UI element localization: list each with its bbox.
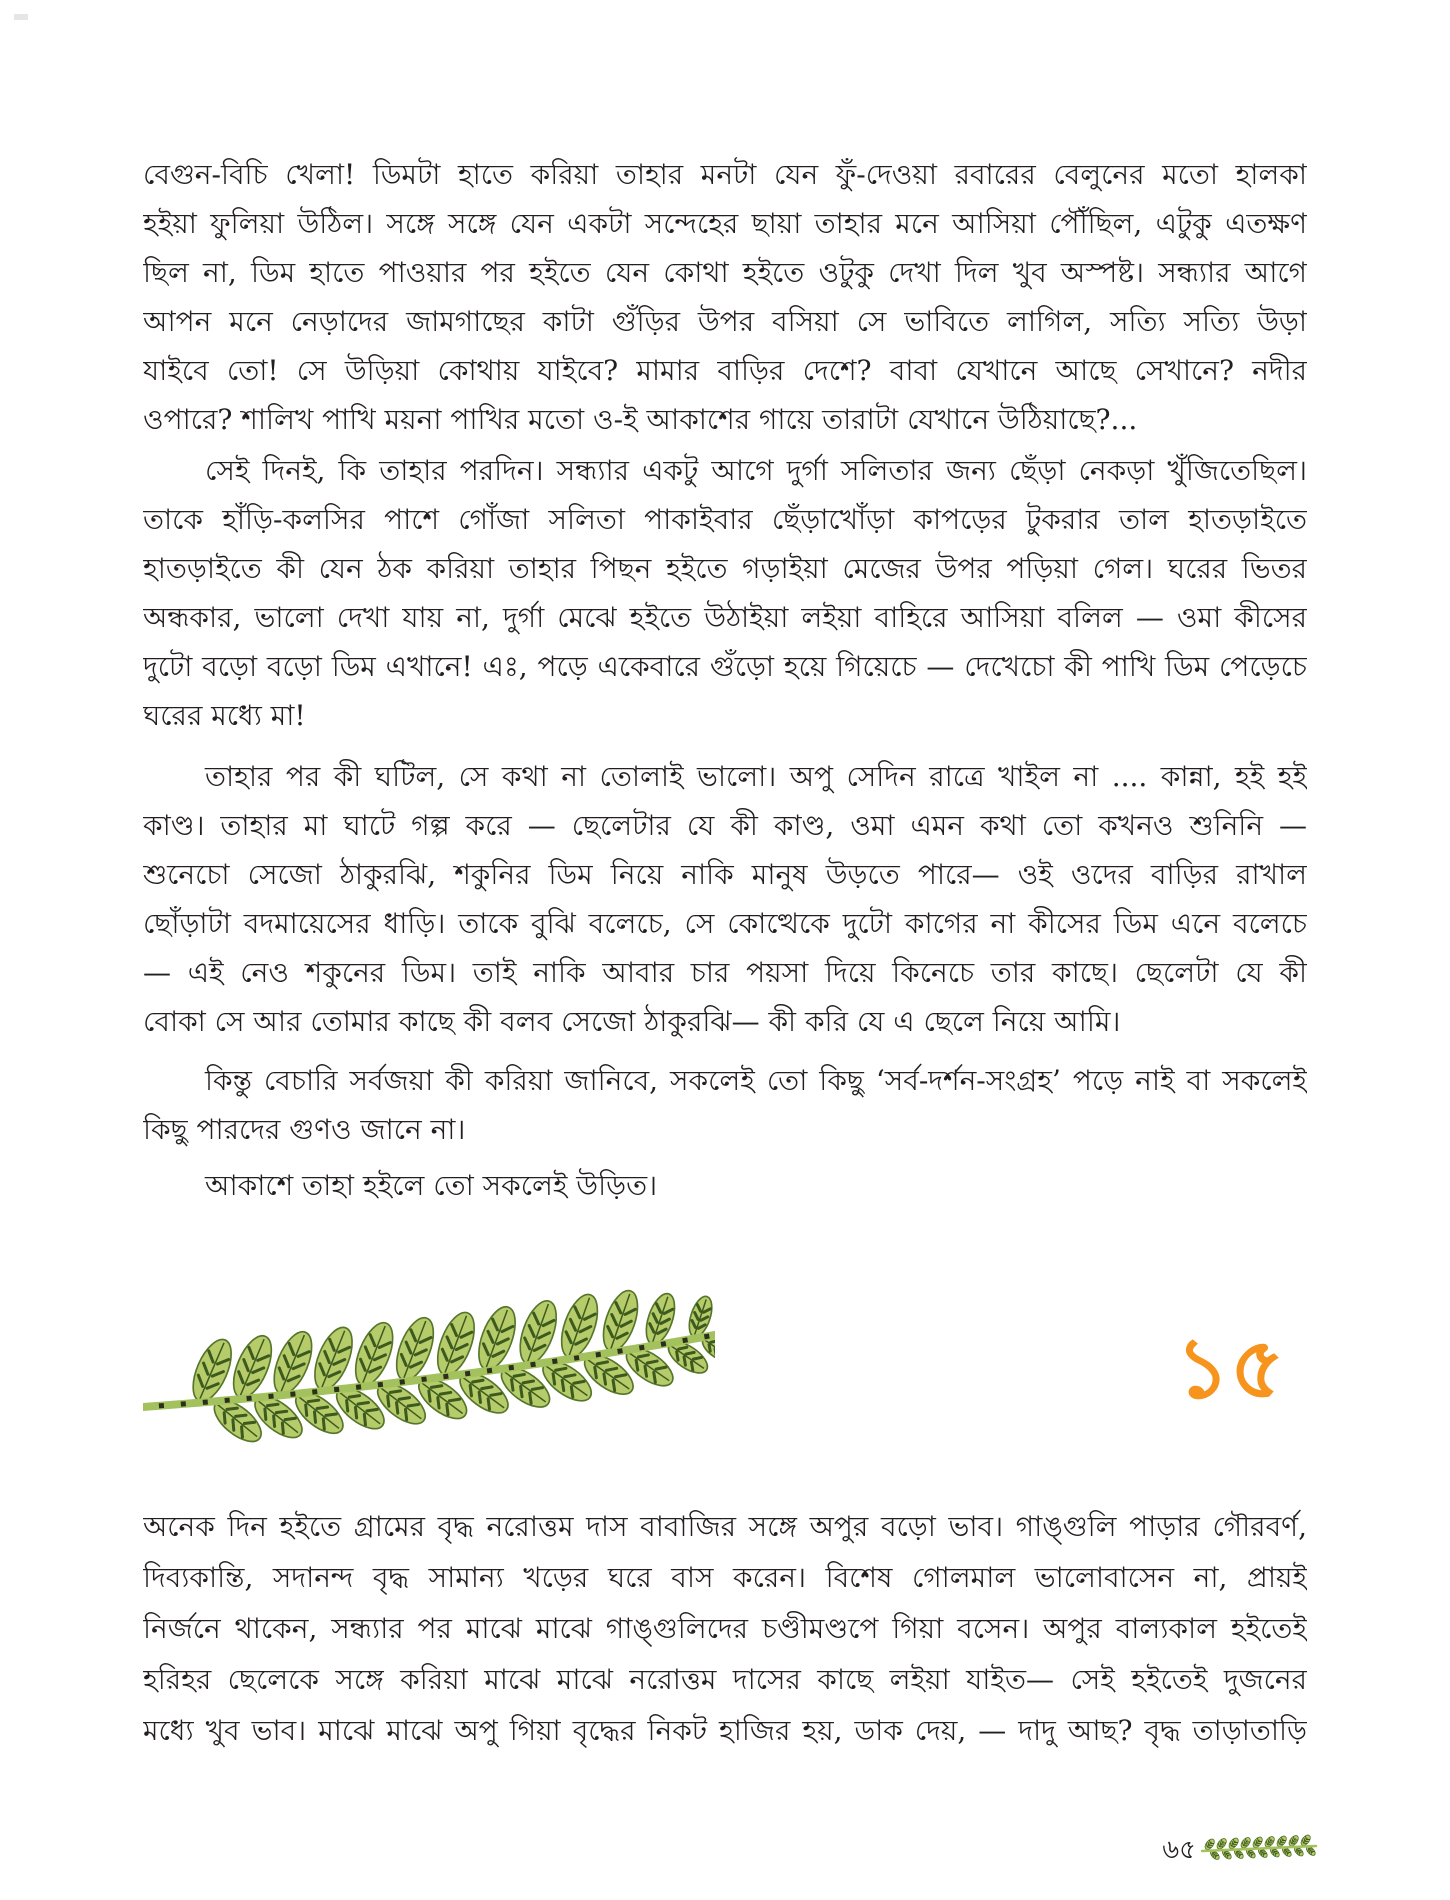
text-line: মধ্যে খুব ভাব। মাঝে মাঝে অপু গিয়া বৃদ্ধের নিকট হাজির হয়, ডাক দেয়, — দাদু আছ? বৃদ্ধ তাড়াতাড়ি	[143, 1714, 1307, 1747]
text-line: দিব্যকান্তি, সদানন্দ বৃদ্ধ সামান্য খড়ের ঘরে বাস করেন। বিশেষ গোলমাল ভালোবাসেন না, প্রায়ই	[143, 1561, 1307, 1594]
text-line: হাতড়াইতে কী যেন ঠক করিয়া তাহার পিছন হইতে গড়াইয়া মেজের উপর পড়িয়া গেল। ঘরের ভিতর	[143, 552, 1307, 585]
text-line: বোকা সে আর তোমার কাছে কী বলব সেজো ঠাকুরঝি— কী করি যে এ ছেলে নিয়ে আমি।	[143, 1005, 1121, 1038]
page-number: ৬৫	[1162, 1835, 1196, 1865]
text-line: হরিহর ছেলেকে সঙ্গে করিয়া মাঝে মাঝে নরোত্তম দাসের কাছে লইয়া যাইত— সেই হইতেই দুজনের	[143, 1663, 1307, 1696]
story-paragraph	[143, 752, 1307, 1046]
story-paragraph	[143, 446, 1307, 740]
text-line: ছোঁড়াটা বদমায়েসের ধাড়ি। তাকে বুঝি বলেচে, সে কোত্থেকে দুটো কাগের না কীসের ডিম এনে বলেচে	[143, 907, 1307, 940]
text-line: যাইবে তো! সে উড়িয়া কোথায় যাইবে? মামার বাড়ির দেশে? বাবা যেখানে আছে সেখানে? নদীর	[143, 354, 1307, 387]
story-paragraph	[143, 150, 1307, 444]
text-line: নির্জনে থাকেন, সন্ধ্যার পর মাঝে মাঝে গাঙ্গুলিদের চণ্ডীমণ্ডপে গিয়া বসেন। অপুর বাল্যকাল হইতেই	[143, 1612, 1307, 1645]
text-line: আপন মনে নেড়াদের জামগাছের কাটা গুঁড়ির উপর বসিয়া সে ভাবিতে লাগিল, সত্যি সত্যি উড়া	[143, 305, 1307, 338]
leaf	[1215, 1837, 1228, 1851]
story-paragraph	[143, 1056, 1307, 1154]
leaf	[1203, 1837, 1216, 1851]
page-number-leaf-sprig	[1200, 1834, 1318, 1864]
text-line: দুটো বড়ো বড়ো ডিম এখানে! এঃ, পড়ে একেবারে গুঁড়ো হয়ে গিয়েচে — দেখেচো কী পাখি ডিম পেড়েচে	[143, 650, 1307, 683]
text-line: — এই নেও শকুনের ডিম। তাই নাকি আবার চার পয়সা দিয়ে কিনেচে তার কাছে। ছেলেটা যে কী	[143, 956, 1307, 989]
chapter-number: ১৫	[1175, 1318, 1285, 1417]
leaf-cluster	[185, 1287, 715, 1449]
text-line: তাহার পর কী ঘটিল, সে কথা না তোলাই ভালো। অপু সেদিন রাত্রে খাইল না .... কান্না, হই হই	[205, 760, 1307, 793]
text-line: তাকে হাঁড়ি-কলসির পাশে গোঁজা সলিতা পাকাইবার ছেঁড়াখোঁড়া কাপড়ের টুকরার তাল হাতড়াইতে	[143, 503, 1307, 536]
leaf	[1251, 1835, 1264, 1849]
text-line: ছিল না, ডিম হাতে পাওয়ার পর হইতে যেন কোথা হইতে ওটুকু দেখা দিল খুব অস্পষ্ট। সন্ধ্যার আগে	[143, 256, 1307, 289]
text-line: সেই দিনই, কি তাহার পরদিন। সন্ধ্যার একটু আগে দুর্গা সলিতার জন্য ছেঁড়া নেকড়া খুঁজিতেছিল।	[205, 454, 1307, 487]
text-line: বেগুন-বিচি খেলা! ডিমটা হাতে করিয়া তাহার মনটা যেন ফুঁ-দেওয়া রবারের বেলুনের মতো হালকা	[143, 158, 1307, 191]
scan-corner-mark	[14, 14, 28, 20]
text-line: আকাশে তাহা হইলে তো সকলেই উড়িত।	[205, 1169, 658, 1202]
text-line: কিছু পারদের গুণও জানে না।	[143, 1113, 466, 1146]
text-line: অন্ধকার, ভালো দেখা যায় না, দুর্গা মেঝে হইতে উঠাইয়া লইয়া বাহিরে আসিয়া বলিল — ওমা কীসের	[143, 601, 1307, 634]
text-line: কাণ্ড। তাহার মা ঘাটে গল্প করে — ছেলেটার যে কী কাণ্ড, ওমা এমন কথা তো কখনও শুনিনি —	[143, 809, 1307, 842]
leaf	[226, 1331, 279, 1403]
leaf	[185, 1334, 239, 1406]
text-line: অনেক দিন হইতে গ্রামের বৃদ্ধ নরোত্তম দাস বাবাজির সঙ্গে অপুর বড়ো ভাব। গাঙ্গুলি পাড়ার গৌরবর্ণ,	[143, 1510, 1307, 1543]
story-paragraph	[143, 1161, 1307, 1210]
chapter-paragraph	[143, 1501, 1307, 1756]
text-line: হইয়া ফুলিয়া উঠিল। সঙ্গে সঙ্গে যেন একটা সন্দেহের ছায়া তাহার মনে আসিয়া পৌঁছিল, এটুকু এতক্ষণ	[143, 207, 1307, 240]
text-line: ওপারে? শালিখ পাখি ময়না পাখির মতো ও-ই আকাশের গায়ে তারাটা যেখানে উঠিয়াছে?...	[143, 403, 1138, 436]
text-line: শুনেচো সেজো ঠাকুরঝি, শকুনির ডিম নিয়ে নাকি মানুষ উড়তে পারে— ওই ওদের বাড়ির রাখাল	[143, 858, 1307, 891]
text-line: ঘরের মধ্যে মা!	[143, 699, 306, 732]
leaf	[1239, 1836, 1252, 1850]
text-line: কিন্তু বেচারি সর্বজয়া কী করিয়া জানিবে, সকলেই তো কিছু ‘সর্ব-দর্শন-সংগ্রহ’ পড়ে নাই বা সকলেই	[205, 1064, 1307, 1097]
leaf-branch-illustration	[143, 1287, 715, 1462]
leaf	[1227, 1836, 1240, 1850]
